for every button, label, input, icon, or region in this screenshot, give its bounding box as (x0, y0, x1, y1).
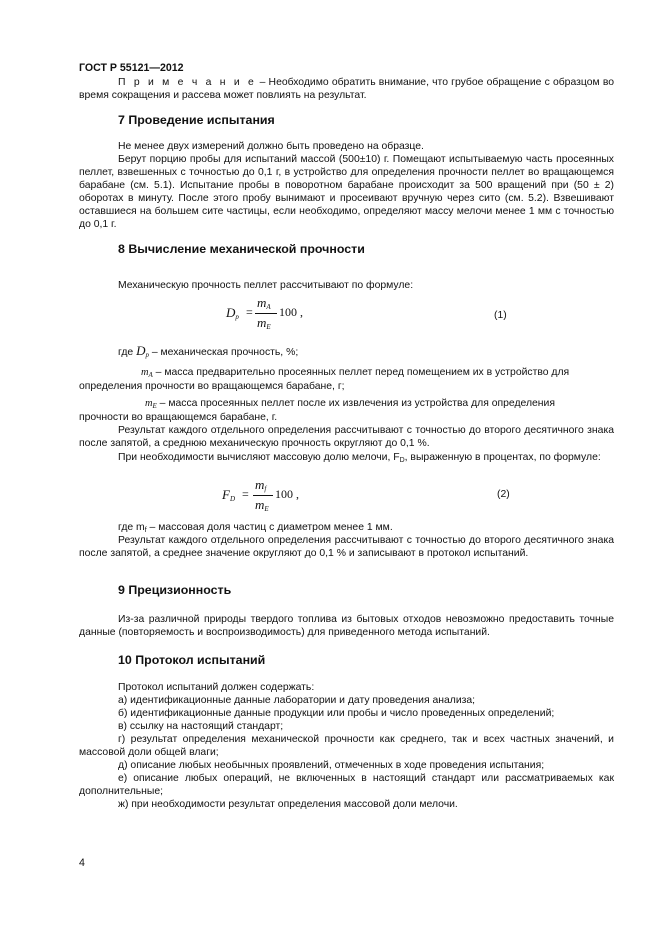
ma-symbol (141, 367, 153, 378)
page-number: 4 (79, 857, 85, 869)
formula-1-denominator (257, 316, 271, 334)
section-8-intro: Механическую прочность пеллет рассчитывают по формуле: (118, 280, 414, 291)
formula-1-lhs (226, 306, 239, 324)
me-symbol (145, 398, 157, 409)
section-10-title: 10 Протокол испытаний (118, 653, 266, 667)
formula-2-denominator (255, 498, 269, 516)
ma-sub: A (148, 371, 153, 379)
mf-text: – массовая доля частиц с диаметром менее 1 мм. (146, 522, 393, 533)
protocol-item-d: г) результат определения механической прочности как среднего, так и всех частных значений, и массовой доли общей влаги; (79, 734, 614, 758)
section-8-title: 8 Вычисление механической прочности (118, 242, 365, 256)
section-7-paragraph-2: Берут порцию пробы для испытаний массой (500±10) г. Помещают испытываемую часть просеянных пеллет, взвешенных с точностью до 0,1 г, в устройство для определения прочности пеллет во вращающемся барабане (см. 5.1). Испытание пробы в поворотном барабане происходит за 500 вращений при (50 ± 2) оборотах в минуту. После этого пробу вынимают и просеивают вручную через сито (см. 5.2). Взвешивают оставшиеся на большем сите частицы, если необходимо, определяют массу мелочи менее 1 мм с точностью до 0,1 г. (79, 154, 614, 230)
formula-2-num-sub: f (264, 485, 267, 493)
formula-2-lhs (222, 488, 235, 506)
formula-2-fraction-bar (253, 495, 273, 496)
protocol-item-f: е) описание любых операций, не включенных в настоящий стандарт или рассматриваемых как дополнительные; (79, 773, 614, 797)
fines-sub: D (399, 457, 405, 464)
result-paragraph-2: Результат каждого отдельного определения рассчитывают с точностью до второго десятичного знака после запятой, а среднее значение округляют до 0,1 % и записывают в протокол испытаний. (79, 535, 614, 559)
formula-1-number: (1) (494, 310, 507, 321)
formula-2-lhs-sub: D (229, 495, 236, 503)
formula-2-number: (2) (497, 489, 510, 500)
formula-2-factor: 100 , (275, 487, 299, 501)
formula-2-den-symbol: m (255, 497, 265, 512)
where-dp-line (79, 344, 614, 362)
formula-1 (226, 296, 326, 336)
formula-2-den-sub: E (264, 505, 269, 513)
me-sub: E (152, 402, 157, 410)
formula-2 (222, 478, 322, 518)
ma-definition-line-2: определения прочности во вращающемся барабане, г; (79, 381, 345, 392)
ma-letter: m (141, 367, 149, 378)
mf-prefix: где m (118, 522, 145, 533)
formula-2-lhs-symbol: F (222, 487, 230, 502)
section-7-paragraph-1: Не менее двух измерений должно быть проведено на образце. (118, 141, 424, 152)
protocol-item-c: в) ссылку на настоящий стандарт; (118, 721, 284, 732)
formula-1-lhs-sub: p (235, 313, 239, 321)
formula-1-factor: 100 , (279, 305, 303, 319)
protocol-item-b: б) идентификационные данные продукции или пробы и число проведенных определений; (118, 708, 555, 719)
section-9-title: 9 Прецизионность (118, 583, 232, 597)
formula-1-eq: = (246, 305, 253, 319)
formula-2-eq: = (242, 487, 249, 501)
where-dp-symbol (136, 343, 149, 358)
note-label: П р и м е ч а н и е (118, 77, 257, 88)
me-definition-line-2: прочности во вращающемся барабане, г. (79, 412, 278, 423)
fines-text-end: , выраженную в процентах, по формуле: (404, 452, 601, 463)
formula-1-fraction-bar (255, 313, 277, 314)
protocol-item-e: д) описание любых необычных проявлений, отмеченных в ходе проведения испытания; (118, 760, 545, 771)
protocol-item-g: ж) при необходимости результат определения массовой доли мелочи. (118, 799, 458, 810)
formula-1-den-sub: E (266, 323, 271, 331)
me-letter: m (145, 398, 153, 409)
where-prefix: где (118, 347, 134, 358)
note-paragraph (79, 76, 614, 102)
formula-2-num-symbol: m (255, 477, 265, 492)
mf-sub: f (144, 527, 147, 534)
section-10-intro: Протокол испытаний должен содержать: (118, 682, 315, 693)
formula-1-numerator (257, 296, 271, 314)
section-9-paragraph: Из-за различной природы твердого топлива из бытовых отходов невозможно предоставить точные данные (повторяемость и воспроизводимость) для приведенного метода испытаний. (79, 614, 614, 638)
me-text: – масса просеянных пеллет после их извлечения из устройства для определения (156, 398, 555, 409)
protocol-item-a: а) идентификационные данные лаборатории и дату проведения анализа; (118, 695, 476, 706)
formula-1-den-symbol: m (257, 315, 267, 330)
standard-header: ГОСТ Р 55121—2012 (79, 62, 184, 74)
result-paragraph: Результат каждого отдельного определения рассчитывают с точностью до второго десятичного знака после запятой, а среднюю механическую прочность округляют до 0,1 %. (79, 425, 614, 449)
formula-1-num-symbol: m (257, 295, 267, 310)
where-dp-text: – механическая прочность, %; (148, 347, 299, 358)
formula-2-numerator (255, 478, 266, 496)
fines-text: При необходимости вычисляют массовую долю мелочи, F (118, 452, 400, 463)
fines-paragraph (79, 451, 614, 467)
ma-text: – масса предварительно просеянных пеллет перед помещением их в устройство для (152, 367, 570, 378)
formula-1-num-sub: A (266, 303, 271, 311)
where-dp-sub: p (145, 351, 149, 359)
formula-1-lhs-symbol: D (226, 305, 236, 320)
section-7-title: 7 Проведение испытания (118, 113, 275, 127)
note-text: – Необходимо обратить внимание, что грубое обращение с образцом во время сокращения и рассева может повлиять на результат. (79, 77, 614, 101)
where-dp-letter: D (136, 343, 146, 358)
